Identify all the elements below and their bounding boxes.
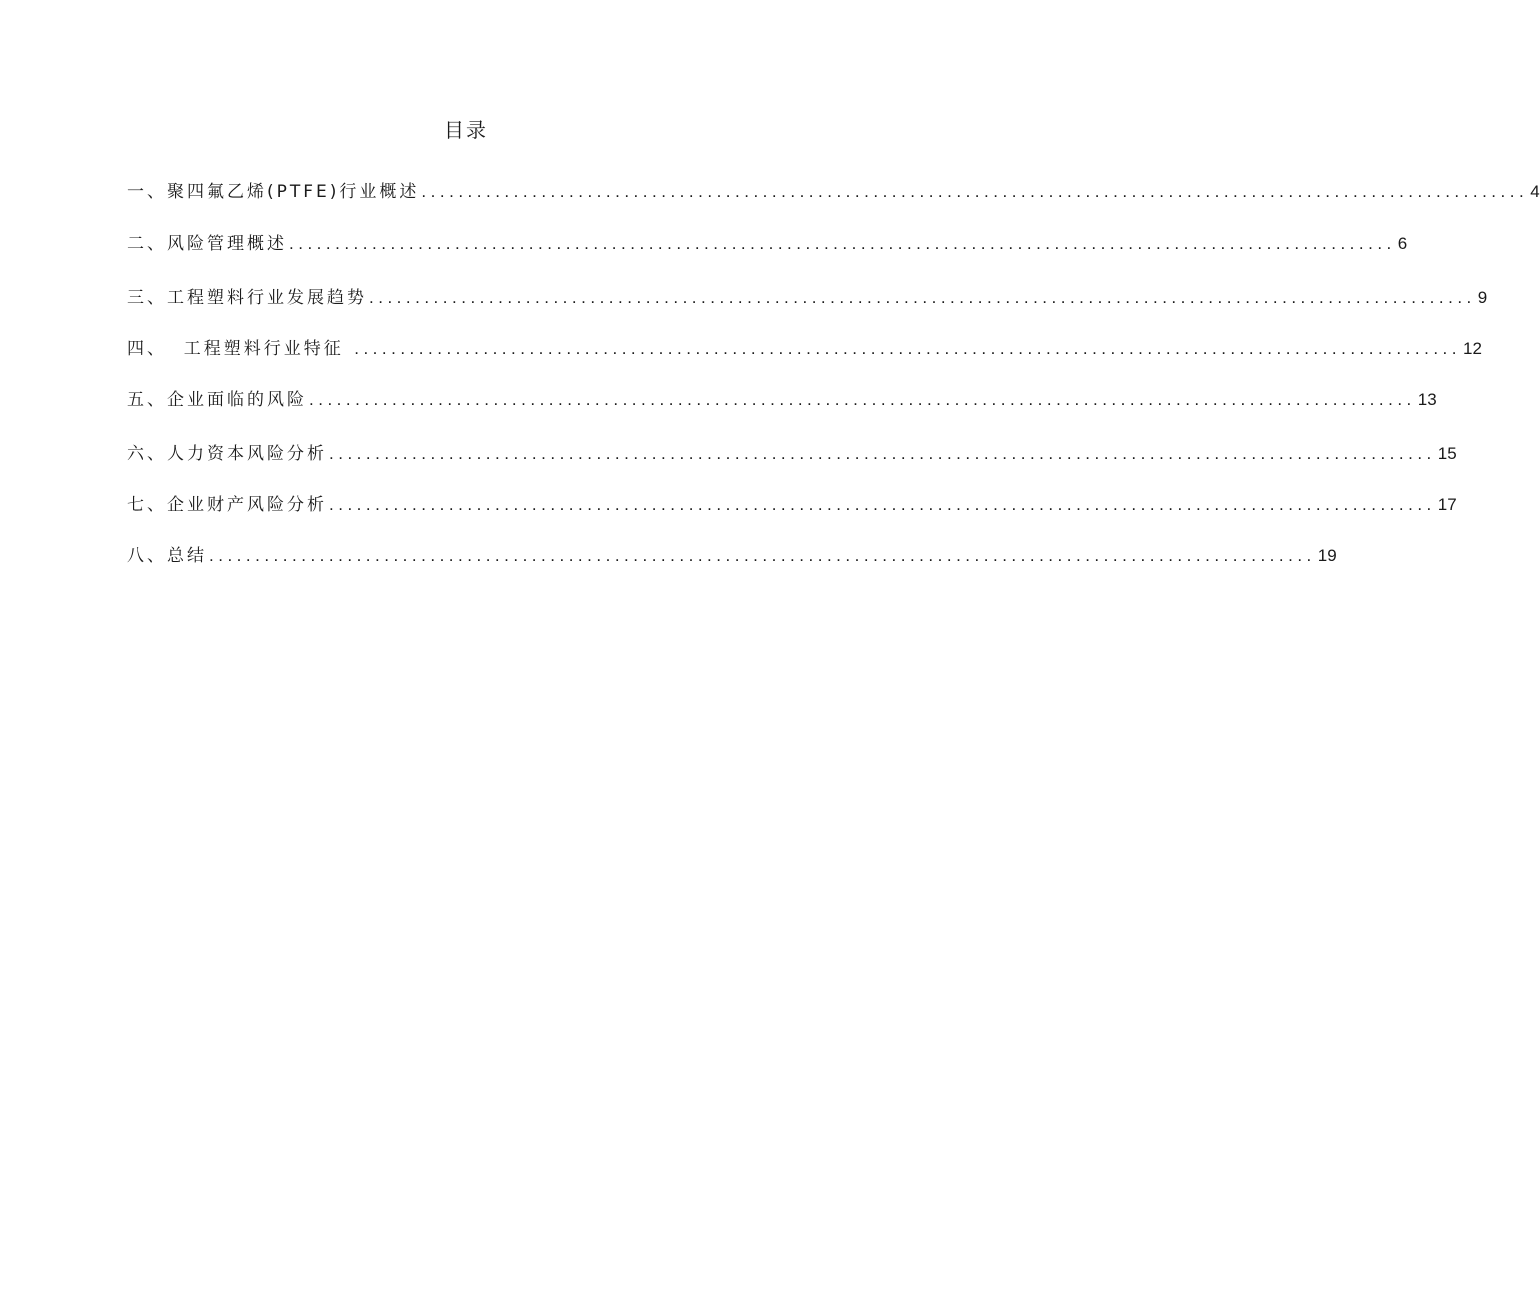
- toc-entry[interactable]: [127, 284, 1488, 312]
- toc-entry-label: 八、总结: [127, 546, 207, 566]
- toc-entry[interactable]: [127, 178, 1540, 206]
- toc-entry-page-number: 17: [1437, 495, 1457, 514]
- toc-entry-page-number: 6: [1397, 234, 1408, 253]
- toc-entry-label: 三、工程塑料行业发展趋势: [127, 288, 367, 308]
- toc-dot-leader: ........................................................................................................................: [329, 444, 1436, 463]
- toc-entry-page-number: 9: [1477, 288, 1488, 307]
- toc-dot-leader: ........................................................................................................................: [309, 390, 1416, 409]
- toc-entry[interactable]: [127, 491, 1457, 519]
- toc-entry[interactable]: [127, 542, 1337, 570]
- toc-entry[interactable]: [127, 230, 1408, 258]
- toc-entry[interactable]: [127, 335, 1482, 363]
- toc-entry-page-number: 15: [1437, 444, 1457, 463]
- toc-entry-label: 五、企业面临的风险: [127, 390, 307, 410]
- toc-entry-page-number: 12: [1463, 339, 1482, 358]
- toc-entry-label: 一、聚四氟乙烯(PTFE)行业概述: [127, 182, 420, 202]
- toc-entry-page-number: 13: [1417, 390, 1437, 409]
- toc-dot-leader: ........................................................................................................................: [421, 182, 1529, 201]
- toc-entry[interactable]: [127, 386, 1437, 414]
- toc-entry-label: 四、 工程塑料行业特征: [127, 339, 353, 359]
- toc-entry-label: 二、风险管理概述: [127, 234, 287, 254]
- toc-entry-label: 六、人力资本风险分析: [127, 444, 327, 464]
- toc-entry-label: 七、企业财产风险分析: [127, 495, 327, 515]
- toc-dot-leader: ........................................................................................................................: [289, 234, 1396, 253]
- toc-dot-leader: ........................................................................................................................: [329, 495, 1436, 514]
- toc-entry-page-number: 4: [1530, 182, 1540, 201]
- toc-title: 目录: [444, 118, 488, 142]
- toc-dot-leader: ........................................................................................................................: [369, 288, 1476, 307]
- toc-dot-leader: ........................................................................................................................: [354, 339, 1461, 358]
- toc-entry-page-number: 19: [1317, 546, 1337, 565]
- toc-entry[interactable]: [127, 440, 1457, 468]
- toc-dot-leader: ........................................................................................................................: [209, 546, 1316, 565]
